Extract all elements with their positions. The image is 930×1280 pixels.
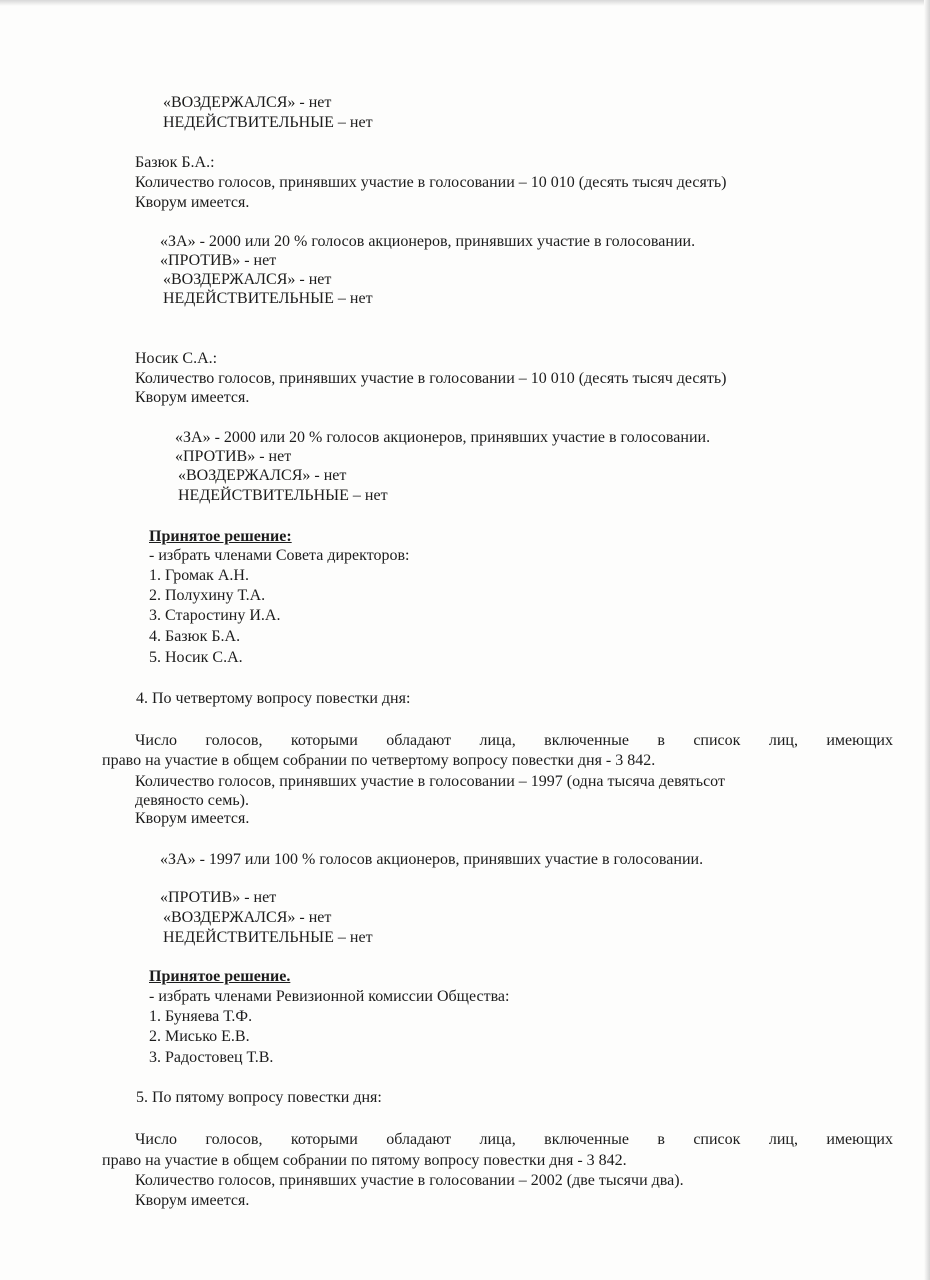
list-item: 3. Радостовец Т.В. [149,1049,274,1066]
vote-invalid: НЕДЕЙСТВИТЕЛЬНЫЕ – нет [163,290,373,307]
list-item: 1. Громак А.Н. [149,567,249,584]
vote-against: «ПРОТИВ» - нет [175,448,292,465]
vote-invalid: НЕДЕЙСТВИТЕЛЬНЫЕ – нет [178,487,388,504]
eligible-votes-line: Число голосов, которыми обладают лица, включенные в список лиц, имеющих [135,1131,893,1148]
candidate-name: Базюк Б.А.: [135,154,215,171]
list-item: 2. Мисько Е.В. [149,1028,250,1045]
vote-for: «ЗА» - 1997 или 100 % голосов акционеров, принявших участие в голосовании. [160,851,704,868]
quorum-text: Кворум имеется. [135,194,250,211]
decision-heading: Принятое решение: [149,528,292,545]
decision-intro: - избрать членами Совета директоров: [149,547,410,564]
vote-invalid: НЕДЕЙСТВИТЕЛЬНЫЕ – нет [163,929,373,946]
list-item: 1. Буняева Т.Ф. [149,1008,253,1025]
list-item: 2. Полухину Т.А. [149,587,266,604]
eligible-votes-line: право на участие в общем собрании по четвертому вопросу повестки дня - 3 842. [102,752,656,769]
candidate-name: Носик С.А.: [135,350,218,367]
list-item: 3. Старостину И.А. [149,607,281,624]
eligible-votes-line: Число голосов, которыми обладают лица, включенные в список лиц, имеющих [135,732,893,749]
scan-edge-top [0,0,930,6]
vote-abstained: «ВОЗДЕРЖАЛСЯ» - нет [178,467,347,484]
list-item: 5. Носик С.А. [149,649,243,666]
scan-edge-right [924,0,930,1280]
quorum-text: Кворум имеется. [135,1192,250,1209]
quorum-text: Кворум имеется. [135,810,250,827]
votes-count: Количество голосов, принявших участие в голосовании – 2002 (две тысячи два). [135,1172,684,1189]
votes-count-cont: девяносто семь). [135,792,249,809]
top-invalid: НЕДЕЙСТВИТЕЛЬНЫЕ – нет [163,114,373,131]
vote-abstained: «ВОЗДЕРЖАЛСЯ» - нет [163,271,332,288]
decision-heading: Принятое решение. [149,968,291,985]
vote-against: «ПРОТИВ» - нет [160,252,277,269]
votes-count: Количество голосов, принявших участие в голосовании – 10 010 (десять тысяч десять) [135,174,727,191]
votes-count: Количество голосов, принявших участие в голосовании – 1997 (одна тысяча девятьсот [135,773,725,790]
vote-abstained: «ВОЗДЕРЖАЛСЯ» - нет [163,909,332,926]
eligible-votes-line: право на участие в общем собрании по пятому вопросу повестки дня - 3 842. [102,1152,627,1169]
section-heading: 5. По пятому вопросу повестки дня: [136,1089,382,1106]
section-heading: 4. По четвертому вопросу повестки дня: [136,690,411,707]
vote-for: «ЗА» - 2000 или 20 % голосов акционеров, принявших участие в голосовании. [175,429,711,446]
vote-against: «ПРОТИВ» - нет [160,889,277,906]
vote-for: «ЗА» - 2000 или 20 % голосов акционеров, принявших участие в голосовании. [160,233,696,250]
votes-count: Количество голосов, принявших участие в голосовании – 10 010 (десять тысяч десять) [135,370,727,387]
list-item: 4. Базюк Б.А. [149,628,241,645]
quorum-text: Кворум имеется. [135,389,250,406]
decision-intro: - избрать членами Ревизионной комиссии Общества: [149,988,510,1005]
top-abstained: «ВОЗДЕРЖАЛСЯ» - нет [163,94,332,111]
